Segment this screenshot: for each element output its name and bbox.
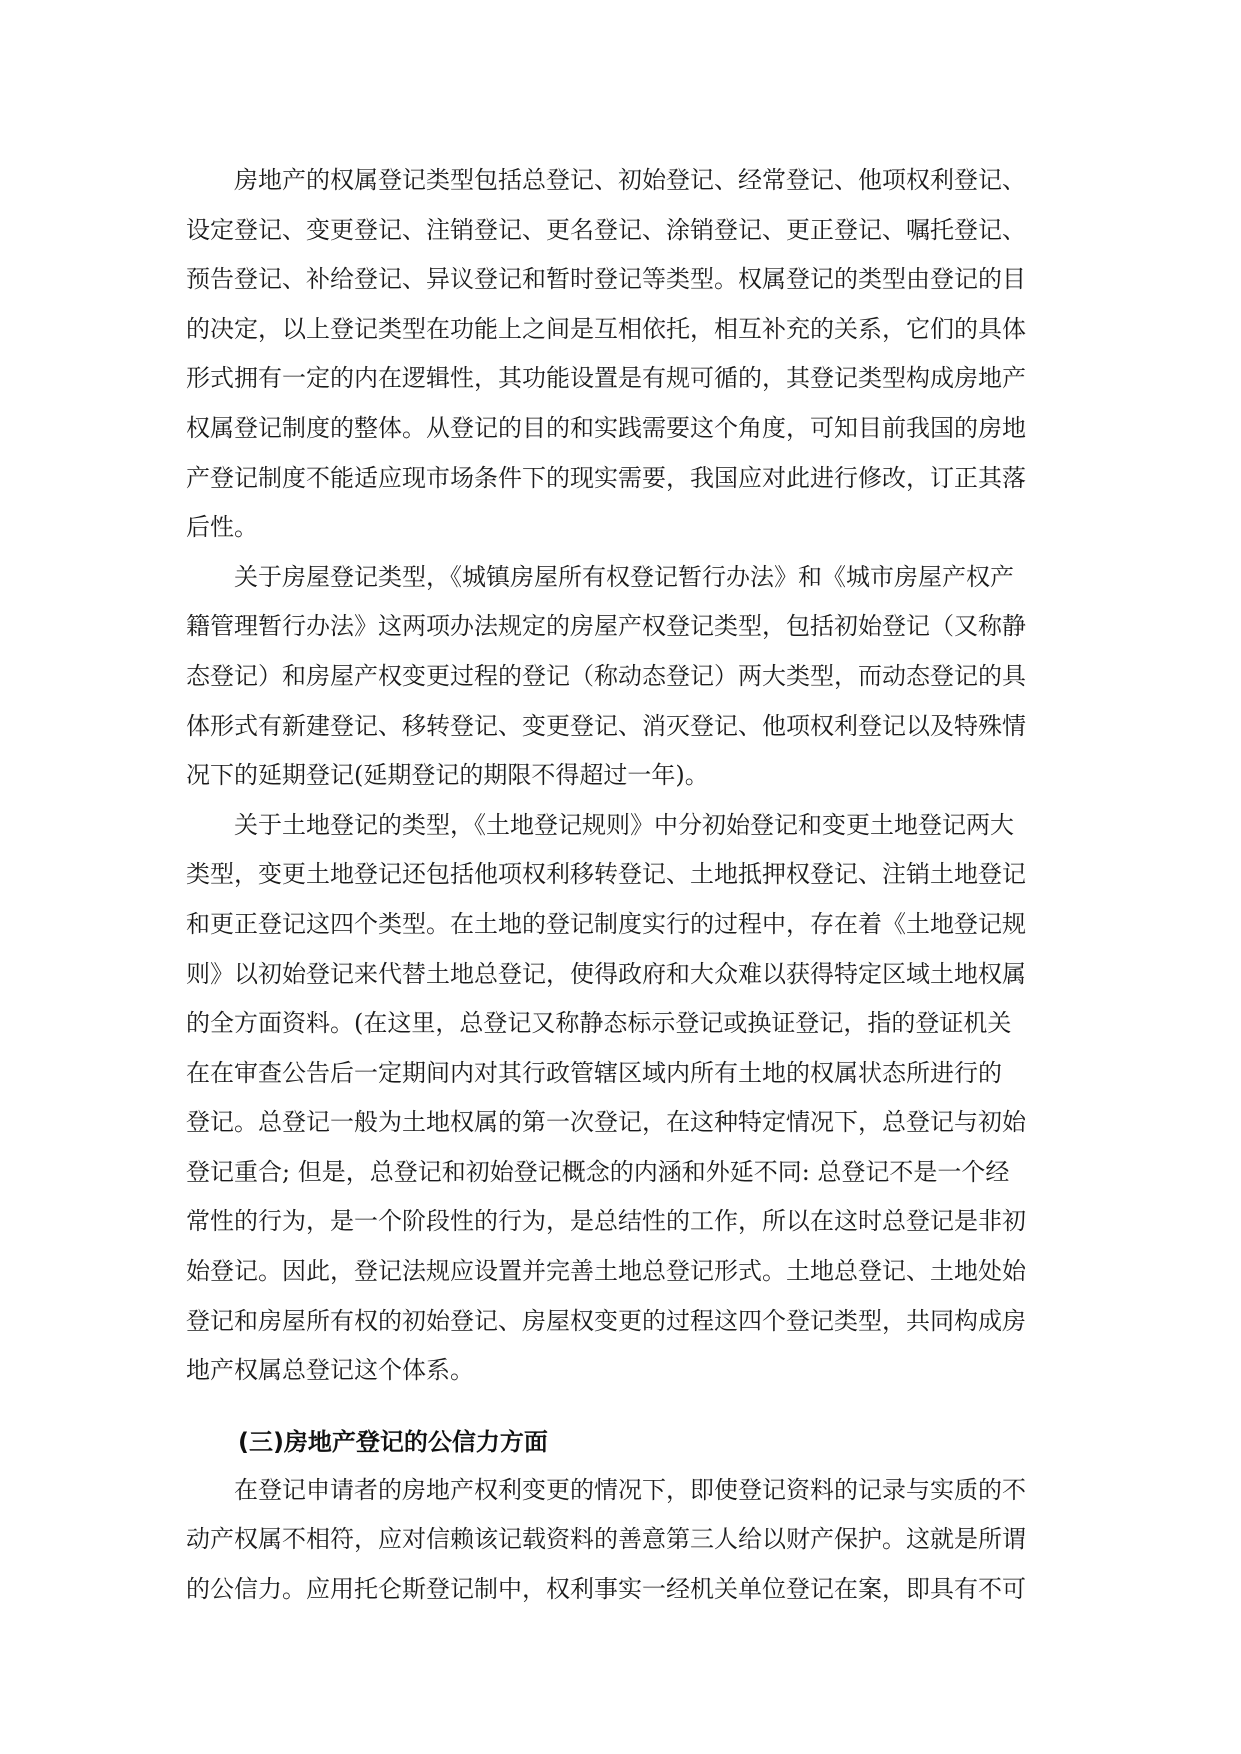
paragraph-land-registration: 关于土地登记的类型，《土地登记规则》中分初始登记和变更土地登记两大 类型，变更土地登记还包括他项权利移转登记、土地抵押权登记、注销土地登记 和更正登记这四个类型。在土地的登记制度实行的过程中，存在着《土地登记规 则》以初始登记来代替土地总登记，使得政府和大众难以获得特定区域土地权属 的全方面资料。(在这里，总登记又称静态标示登记或换证登记，指的登证机关 在在审查公告后一定期间内对其行政管辖区域内所有土地的权属状态所进行的 登记。总登记一般为土地权属的第一次登记，在这种特定情况下，总登记与初始 登记重合; 但是，总登记和初始登记概念的内涵和外延不同: 总登记不是一个经 常性的行为，是一个阶段性的行为，是总结性的工作，所以在这时总登记是非初 始登记。因此，登记法规应设置并完善土地总登记形式。土地总登记、土地处始 登记和房屋所有权的初始登记、房屋权变更的过程这四个登记类型，共同构成房 地产权属总登记这个体系。 xyxy=(186,810,1026,1385)
paragraph-registration-types: 房地产的权属登记类型包括总登记、初始登记、经常登记、他项权利登记、 设定登记、变更登记、注销登记、更名登记、涂销登记、更正登记、嘱托登记、 预告登记、补给登记、异议登记和暂时登记等类型。权属登记的类型由登记的目 的决定，以上登记类型在功能上之间是互相依托，相互补充的关系，它们的具体 形式拥有一定的内在逻辑性，其功能设置是有规可循的，其登记类型构成房地产 权属登记制度的整体。从登记的目的和实践需要这个角度，可知目前我国的房地 产登记制度不能适应现市场条件下的现实需要，我国应对此进行修改，订正其落 后性。 xyxy=(186,166,1026,542)
section-heading: (三)房地产登记的公信力方面 xyxy=(238,1427,548,1456)
paragraph-public-credibility: 在登记申请者的房地产权利变更的情况下，即使登记资料的记录与实质的不 动产权属不相符，应对信赖该记载资料的善意第三人给以财产保护。这就是所谓 的公信力。应用托仑斯登记制中，权利事实一经机关单位登记在案，即具有不可 xyxy=(186,1475,1026,1604)
document-body xyxy=(186,156,1058,1615)
paragraph-housing-registration: 关于房屋登记类型，《城镇房屋所有权登记暂行办法》和《城市房屋产权产 籍管理暂行办法》这两项办法规定的房屋产权登记类型，包括初始登记（又称静 态登记）和房屋产权变更过程的登记（称动态登记）两大类型，而动态登记的具 体形式有新建登记、移转登记、变更登记、消灭登记、他项权利登记以及特殊情 况下的延期登记(延期登记的期限不得超过一年)。 xyxy=(186,562,1026,790)
